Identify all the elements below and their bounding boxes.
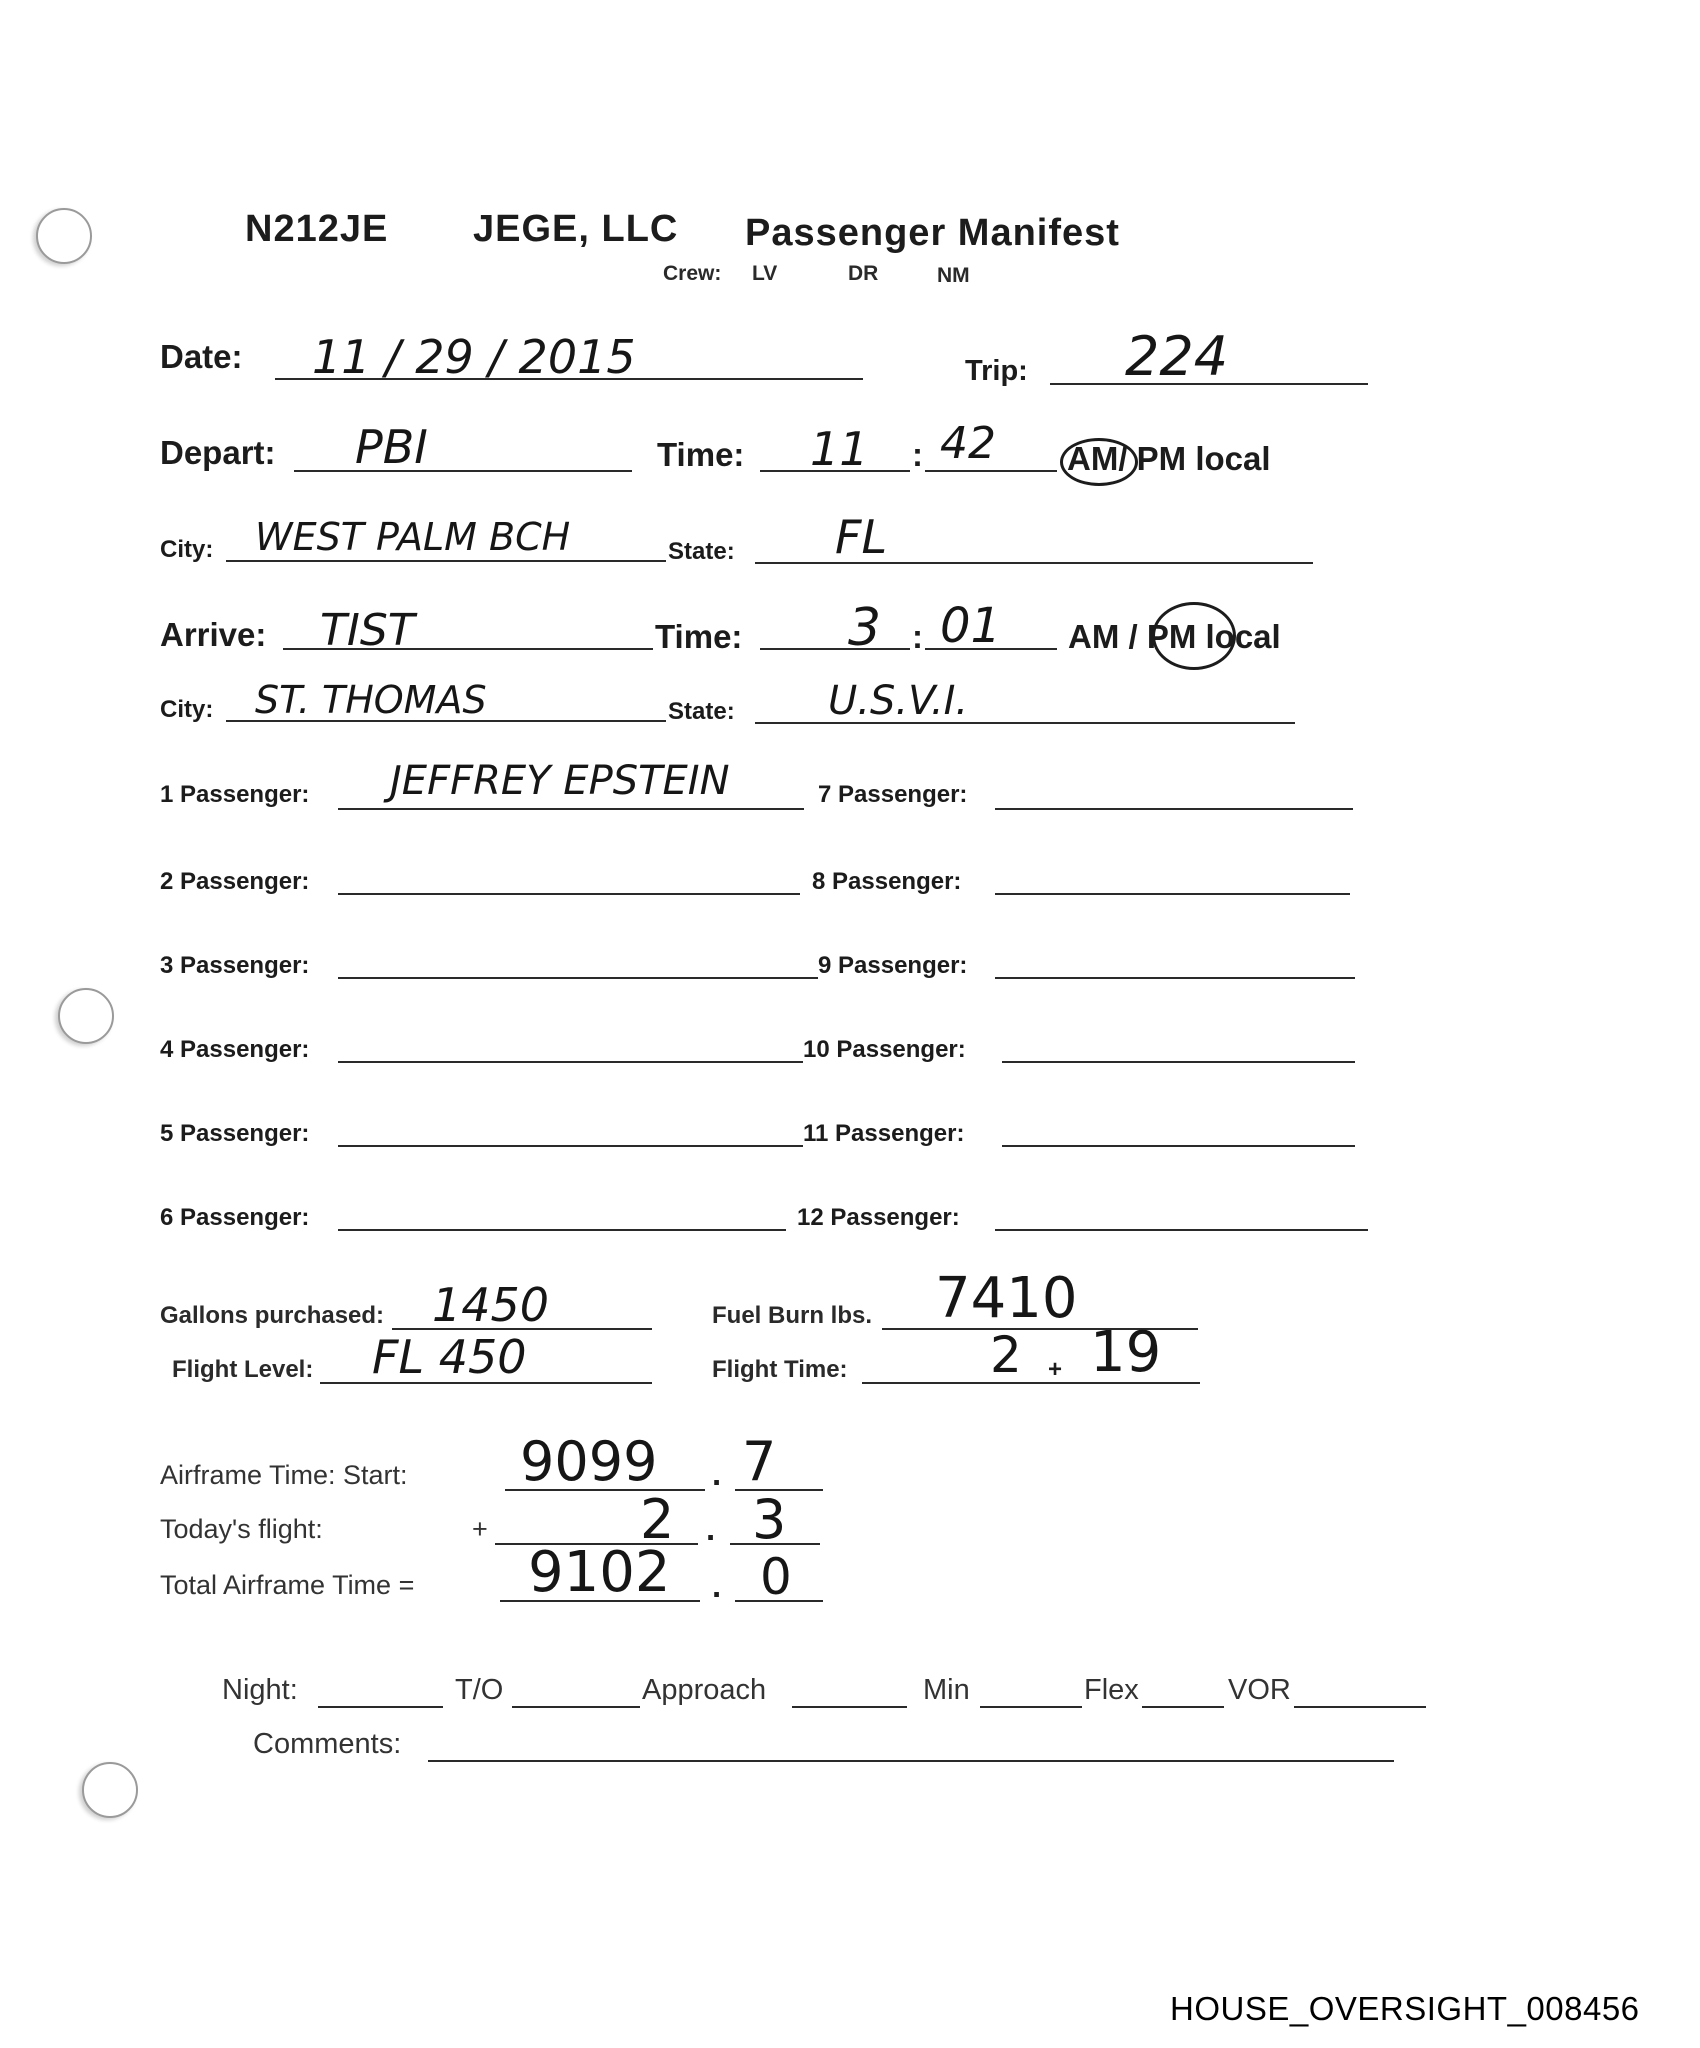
todays-flight-whole: 2 [640, 1488, 675, 1551]
company-name: JEGE, LLC [473, 208, 679, 250]
depart-state-value: FL [835, 510, 888, 564]
crew-member-3: NM [937, 264, 970, 287]
total-airframe-decimal-point: . [712, 1567, 722, 1604]
depart-label: Depart: [160, 434, 276, 471]
tail-number: N212JE [245, 208, 389, 250]
passenger-12-label: 12 Passenger: [797, 1204, 960, 1231]
depart-am-pm-label: AM/ PM local [1067, 440, 1271, 477]
bates-number: HOUSE_OVERSIGHT_008456 [1170, 1990, 1640, 2027]
passenger-6-label: 6 Passenger: [160, 1204, 310, 1231]
gallons-value: 1450 [432, 1278, 550, 1332]
gallons-label: Gallons purchased: [160, 1302, 385, 1329]
depart-value: PBI [355, 420, 428, 474]
arrive-value: TIST [320, 605, 415, 656]
comments-label: Comments: [253, 1728, 402, 1760]
passenger-8-label: 8 Passenger: [812, 868, 962, 895]
passenger-5-label: 5 Passenger: [160, 1120, 310, 1147]
arrive-label: Arrive: [160, 616, 267, 653]
passenger-3-label: 3 Passenger: [160, 952, 310, 979]
trip-value: 224 [1125, 325, 1229, 388]
min-label: Min [923, 1674, 970, 1706]
todays-flight-decimal: 3 [752, 1488, 787, 1551]
passenger-11-label: 11 Passenger: [803, 1120, 965, 1147]
arrive-am-pm-label: AM / PM local [1068, 618, 1281, 655]
passenger-1-name: JEFFREY EPSTEIN [390, 758, 730, 804]
depart-time-minute: 42 [940, 418, 996, 469]
total-airframe-label: Total Airframe Time = [160, 1570, 415, 1600]
passenger-9-label: 9 Passenger: [818, 952, 968, 979]
passenger-7-label: 7 Passenger: [818, 781, 968, 808]
form-title: Passenger Manifest [745, 212, 1120, 254]
fuel-burn-value: 7410 [935, 1266, 1078, 1331]
date-value: 11 / 29 / 2015 [312, 330, 636, 384]
punch-hole-bottom [82, 1762, 138, 1818]
airframe-start-whole: 9099 [520, 1430, 658, 1493]
flight-level-label: Flight Level: [172, 1356, 314, 1383]
depart-state-label: State: [668, 538, 735, 565]
crew-member-2: DR [848, 262, 879, 285]
depart-city-value: WEST PALM BCH [255, 515, 571, 559]
total-airframe-decimal: 0 [760, 1548, 792, 1606]
vor-label: VOR [1228, 1674, 1291, 1706]
approach-label: Approach [642, 1674, 767, 1706]
arrive-city-value: ST. THOMAS [255, 678, 487, 722]
depart-time-colon: : [912, 436, 923, 473]
arrive-time-label: Time: [655, 618, 743, 655]
crew-member-1: LV [752, 262, 778, 285]
arrive-time-minute: 01 [940, 598, 1002, 654]
todays-flight-decimal-point: . [706, 1510, 716, 1547]
total-airframe-whole: 9102 [528, 1540, 671, 1605]
airframe-start-label: Airframe Time: Start: [160, 1460, 408, 1490]
flight-level-value: FL 450 [372, 1330, 527, 1384]
todays-flight-label: Today's flight: [160, 1514, 323, 1544]
passenger-2-label: 2 Passenger: [160, 868, 310, 895]
passenger-4-label: 4 Passenger: [160, 1036, 310, 1063]
depart-time-hour: 11 [810, 422, 869, 476]
fuel-burn-label: Fuel Burn lbs. [712, 1302, 873, 1329]
date-label: Date: [160, 338, 243, 375]
crew-label: Crew: [663, 262, 722, 285]
flight-time-label: Flight Time: [712, 1356, 848, 1383]
airframe-start-decimal-point: . [712, 1455, 722, 1492]
flight-time-minutes: 19 [1090, 1320, 1162, 1385]
passenger-10-label: 10 Passenger: [803, 1036, 966, 1063]
airframe-start-decimal: 7 [742, 1430, 777, 1493]
arrive-city-label: City: [160, 696, 214, 723]
punch-hole-middle [58, 988, 114, 1044]
arrive-state-label: State: [668, 698, 735, 725]
passenger-1-label: 1 Passenger: [160, 781, 310, 808]
arrive-time-hour: 3 [848, 598, 882, 658]
todays-flight-plus: + [472, 1514, 488, 1544]
flight-time-separator: + [1048, 1356, 1063, 1383]
arrive-state-value: U.S.V.I. [828, 678, 969, 724]
depart-time-label: Time: [657, 436, 745, 473]
flight-time-hours: 2 [990, 1326, 1022, 1384]
to-label: T/O [455, 1674, 504, 1706]
arrive-time-colon: : [912, 618, 923, 655]
depart-city-label: City: [160, 536, 214, 563]
trip-label: Trip: [965, 355, 1028, 387]
punch-hole-top [36, 208, 92, 264]
night-label: Night: [222, 1674, 298, 1706]
flex-label: Flex [1084, 1674, 1139, 1706]
